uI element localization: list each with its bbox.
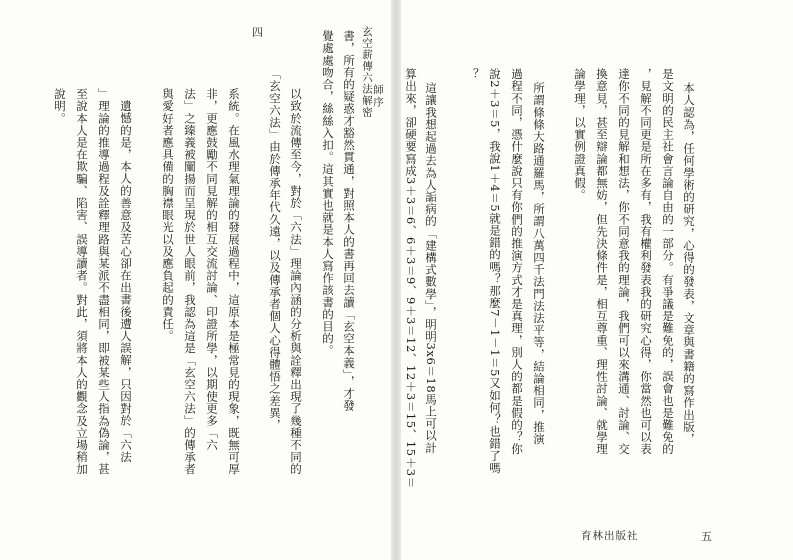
page-number-five: 五 bbox=[701, 530, 712, 543]
text-column: 遺憾的是，本人的善意及苦心卻在出書後遭人誤解，只因對於「六法 bbox=[119, 100, 133, 463]
text-column: 論學理，以實例證真假。 bbox=[573, 68, 587, 202]
text-column: 是文明的民主社會言論自由的一部分。有爭議是難免的，誤會也是難免的 bbox=[661, 68, 675, 456]
text-column: ？ bbox=[466, 68, 480, 81]
text-column: 至說本人是在欺騙、陷害、誤導讀者。對此，須將本人的觀念及立場稍加 bbox=[75, 88, 89, 476]
page-number-four: 四 bbox=[252, 26, 263, 39]
text-column: 說2＋3＝5，我說1＋4＝5就是錯的嗎？那麼7－1－1＝5又如何？也錯了嗎 bbox=[488, 68, 502, 474]
book-header-title: 玄空薪傳六法解密 bbox=[361, 26, 373, 118]
text-column: 過程不同，憑什麼說只有你們的推演方式才是真理，別人的都是假的？你 bbox=[510, 68, 524, 456]
text-column: 系統。在風水理氣理論的發展過程中，這原本是極常見的現象，既無可厚 bbox=[227, 88, 241, 476]
book-gutter bbox=[391, 0, 401, 560]
text-column: 以致於流傳至今，對於「六法」理論內涵的分析與詮釋出現了幾種不同的 bbox=[289, 88, 303, 476]
text-column: 覺處處吻合，絲絲入扣。這其實也就是本人寫作該書的目的。 bbox=[321, 30, 335, 357]
page-five bbox=[372, 0, 793, 560]
page-four bbox=[0, 0, 391, 560]
text-column: 法」之臻義被闡揚而呈現於世人眼前，我認為這是「玄空六法」的傳承者 bbox=[183, 88, 197, 476]
text-column: 」理論的推導過程及詮釋理路與某派不盡相同，即被某些人指為偽論，甚 bbox=[97, 88, 111, 476]
text-column: 達你不同的見解和想法，你不同意我的理論，我們可以來溝通、討論、交 bbox=[617, 68, 631, 456]
text-column: ，見解不同更是所在多有，我有權利發表我的研究心得，你當然也可以表 bbox=[639, 68, 653, 456]
running-head: 師序 bbox=[372, 84, 384, 109]
text-column: 所謂條條大路通羅馬，所謂八萬四千法門法法平等，結論相同，推演 bbox=[532, 82, 546, 445]
text-column: 說明。 bbox=[53, 88, 67, 125]
text-column: 算出來，卻硬要寫成3＋3＝6、6＋3＝9、9＋3＝12、12＋3＝15、15＋3＝ bbox=[404, 68, 418, 489]
text-column: 換意見，甚至辯論都無妨，但先決條件是，相互尊重、理性討論、就學理 bbox=[595, 68, 609, 456]
text-column: 「玄空六法」由於傳承年代久遠，以及傳承者個人心得體悟之差異， bbox=[268, 68, 282, 431]
publisher-name: 育林出版社 bbox=[581, 530, 639, 542]
text-column: 本人認為，任何學術的研究，心得的發表，文章與書籍的寫作出版， bbox=[682, 82, 696, 445]
text-column: 與愛好者應具備的胸襟眼光以及應負起的責任。 bbox=[161, 88, 175, 343]
text-column: 非，更應鼓勵不同見解的相互交流討論、印證所學，以期使更多「六 bbox=[205, 88, 219, 451]
text-column: 這讓我想起過去為人詬病的「建構式數學」，明明3x6＝18馬上可以計 bbox=[424, 82, 438, 454]
text-column: 書，所有的疑惑才豁然貫通，對照本人的書再回去讀「玄空本義」，才發 bbox=[342, 30, 356, 412]
